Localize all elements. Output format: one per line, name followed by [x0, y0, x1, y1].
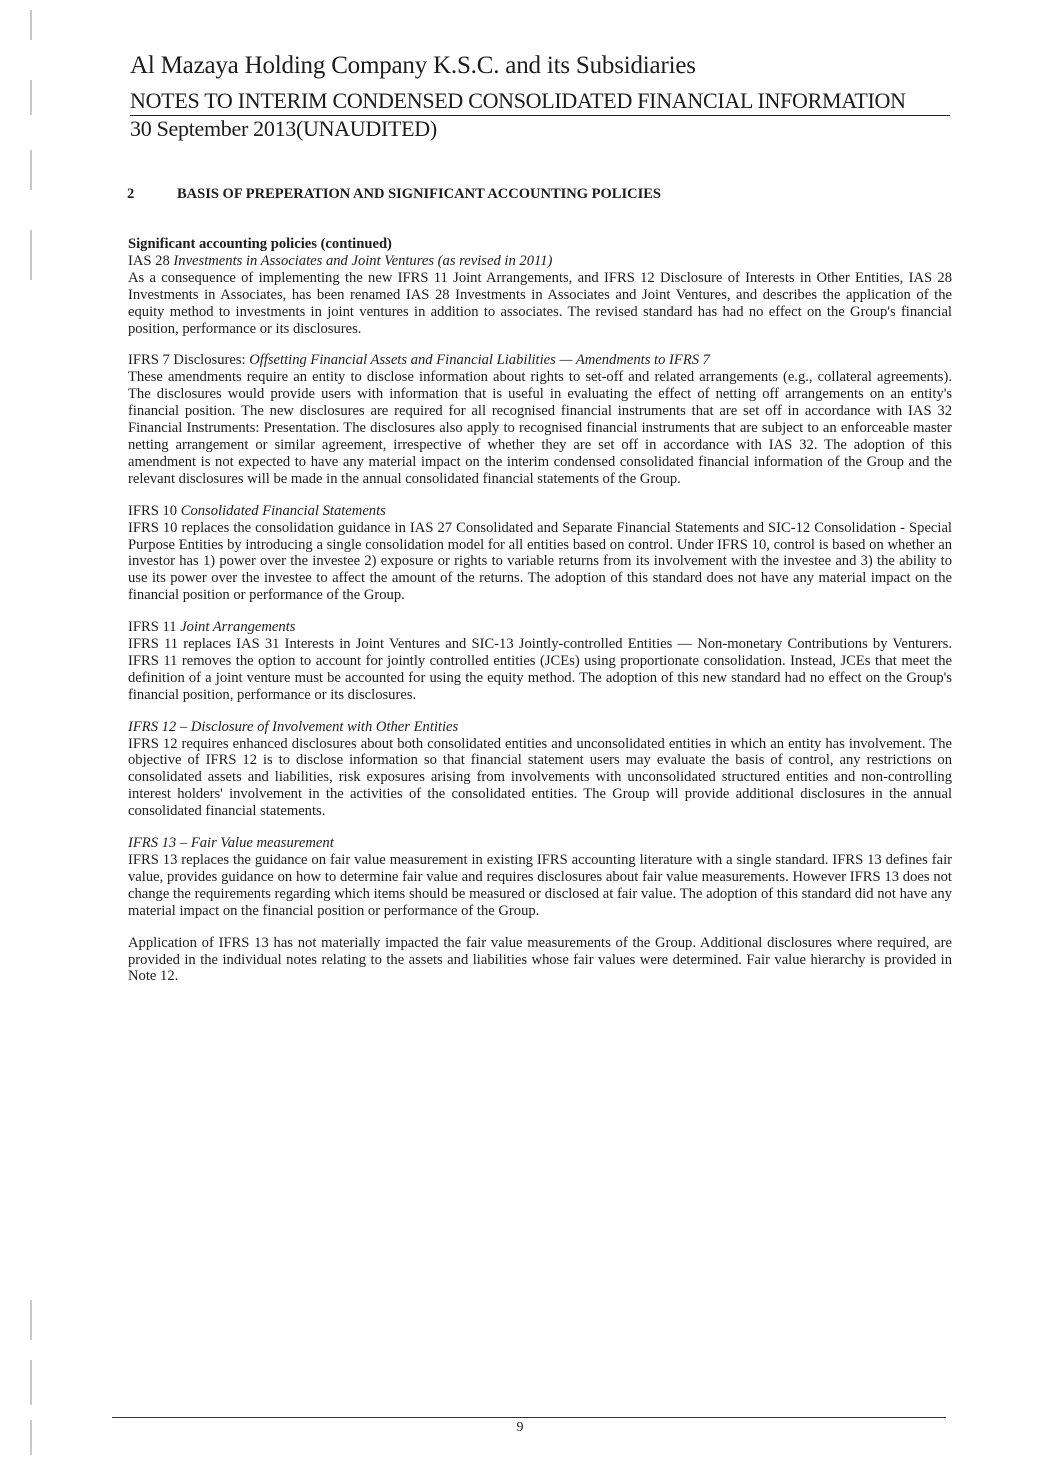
ias28-text: As a consequence of implementing the new IFRS 11 Joint Arrangements, and IFRS 12 Disclosure of Interests in Other Entities, IAS 28 Investments in Associates, has been renamed IAS 28 Investments in Associates and Joint Ventures, and describes the application of the equity method to investments in joint ventures in addition to associates. The revised standard has had no effect on the Group's financial position, performance or its disclosures. [128, 269, 952, 337]
ifrs10-title [128, 503, 952, 520]
ifrs10-title-italic: Consolidated Financial Statements [180, 502, 386, 519]
section-title: BASIS OF PREPERATION AND SIGNIFICANT ACCOUNTING POLICIES [177, 186, 661, 202]
subheading: Significant accounting policies (continued) [128, 236, 392, 252]
ifrs7-text: These amendments require an entity to disclose information about rights to set-off and related arrangements (e.g., collateral agreements). The disclosures would provide users with information that is useful in evaluating the effect of netting off arrangements on an entity's financial position. The new disclosures are required for all recognised financial instruments that are set off in accordance with IAS 32 Financial Instruments: Presentation. The disclosures also apply to recognised financial instruments that are subject to an enforceable master netting arrangement or similar agreement, irrespective of whether they are set off in accordance with IAS 32. The adoption of this amendment is not expected to have any material impact on the interim condensed consolidated financial information of the Group and the relevant disclosures will be made in the annual consolidated financial statements of the Group. [128, 369, 952, 487]
ifrs13-text: IFRS 13 replaces the guidance on fair value measurement in existing IFRS accounting literature with a single standard. IFRS 13 defines fair value, provides guidance on how to determine fair value and requires disclosures about fair value measurements. However IFRS 13 does not change the requirements regarding which items should be measured or disclosed at fair value. The adoption of this standard did not have any material impact on the financial position or performance of the Group. [128, 852, 952, 919]
closing-text: Application of IFRS 13 has not materially impacted the fair value measurements of the Group. Additional disclosures where required, are provided in the individual notes relating to the assets and liabilities whose fair values were determined. Fair value hierarchy is provided in Note 12. [128, 934, 952, 985]
notes-body [128, 236, 952, 1000]
ifrs11-text: IFRS 11 replaces IAS 31 Interests in Joint Ventures and SIC-13 Jointly-controlled Entities — Non-monetary Contributions by Venturers. IFRS 11 removes the option to account for jointly controlled entities (JCEs) using proportionate consolidation. Instead, JCEs that meet the definition of a joint venture must be accounted for using the equity method. The adoption of this new standard had no effect on the Group's financial position, performance or its disclosures. [128, 636, 952, 703]
ifrs10-title-prefix: IFRS 10 [128, 502, 181, 519]
notes-title: NOTES TO INTERIM CONDENSED CONSOLIDATED FINANCIAL INFORMATION [130, 88, 950, 116]
ias28-section [128, 253, 952, 338]
ifrs7-title-italic: Offsetting Financial Assets and Financial Liabilities — Amendments to IFRS 7 [249, 352, 710, 369]
ifrs12-title [128, 719, 952, 736]
ias28-title-italic: Investments in Associates and Joint Ventures (as revised in 2011) [173, 252, 553, 269]
ias28-title-prefix: IAS 28 [128, 252, 174, 269]
ifrs12-text: IFRS 12 requires enhanced disclosures about both consolidated entities and unconsolidated entities in which an entity has involvement. The objective of IFRS 12 is to disclose information so that financial statement users may evaluate the basis of control, any restrictions on consolidated assets and liabilities, risk exposures arising from involvements with unconsolidated structured entities and non-controlling interest holders' involvement in the activities of the consolidated entities. The Group will provide additional disclosures in the annual consolidated financial statements. [128, 735, 952, 820]
binder-mark [30, 1300, 32, 1340]
ifrs11-title [128, 619, 952, 636]
ifrs10-section [128, 503, 952, 604]
report-period: 30 September 2013(UNAUDITED) [130, 116, 437, 141]
binder-mark [30, 1360, 32, 1405]
page-number: 9 [516, 1420, 524, 1435]
section-heading [127, 186, 957, 203]
closing-section [128, 935, 952, 986]
ifrs12-title-italic: IFRS 12 – Disclosure of Involvement with Other Entities [128, 718, 459, 735]
ifrs11-section [128, 619, 952, 704]
binder-mark [30, 150, 32, 190]
ifrs12-section [128, 719, 952, 820]
ifrs7-title-prefix: IFRS 7 Disclosures: [128, 352, 250, 369]
ifrs7-title [128, 352, 952, 369]
ifrs13-title-italic: IFRS 13 – Fair Value measurement [128, 835, 334, 852]
ifrs13-section [128, 835, 952, 920]
ifrs10-text: IFRS 10 replaces the consolidation guidance in IAS 27 Consolidated and Separate Financial Statements and SIC-12 Consolidation - Special Purpose Entities by introducing a single consolidation model for all entities based on control. Under IFRS 10, control is based on whether an investor has 1) power over the investee 2) exposure or rights to variable returns from its involvement with the investee and 3) the ability to use its power over the investee to affect the amount of the returns. The adoption of this standard does not have any material impact on the financial position or performance of the Group. [128, 519, 952, 604]
company-name: Al Mazaya Holding Company K.S.C. and its Subsidiaries [130, 52, 696, 79]
section-number: 2 [127, 186, 135, 202]
ias28-title [128, 253, 952, 270]
binder-mark [30, 80, 32, 115]
ifrs7-section [128, 352, 952, 487]
footer-rule [112, 1417, 946, 1418]
ifrs11-title-prefix: IFRS 11 [128, 619, 181, 636]
binder-mark [30, 10, 32, 40]
ifrs13-title [128, 835, 952, 852]
ifrs11-title-italic: Joint Arrangements [180, 619, 296, 636]
binder-mark [30, 230, 32, 280]
